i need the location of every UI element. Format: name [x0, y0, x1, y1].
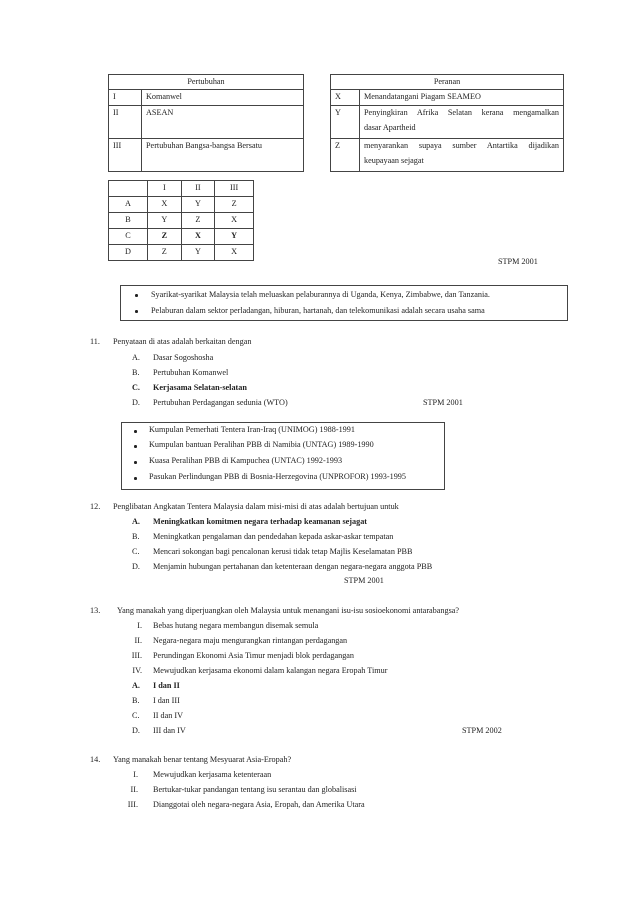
grid-cell: X [215, 213, 254, 229]
stpm-label: STPM 2001 [423, 398, 463, 407]
stimulus-box-1 [120, 285, 568, 321]
question-stem: Penglibatan Angkatan Tentera Malaysia dalam misi-misi di atas adalah bertujuan untuk [113, 502, 399, 511]
option-text: Mencari sokongan bagi pencalonan kerusi tidak tetap Majlis Keselamatan PBB [153, 547, 413, 556]
grid-row-label: B [109, 213, 148, 229]
stimulus-line: Kumpulan bantuan Peralihan PBB di Namibia (UNTAG) 1989-1990 [149, 440, 374, 449]
bullet-icon [134, 477, 137, 480]
stpm-label: STPM 2001 [344, 576, 384, 585]
option-letter: B. [132, 696, 140, 705]
option-letter-answer: A. [132, 681, 140, 690]
option-letter: C. [132, 711, 140, 720]
grid-cell: Y [181, 197, 215, 213]
statement-text: Bebas hutang negara membangun disemak semula [153, 621, 319, 630]
role-text-line: menyarankan supaya sumber Antartika dijadikan [364, 140, 559, 150]
option-text: III dan IV [153, 726, 186, 735]
option-letter: D. [132, 562, 140, 571]
role-text: Menandatangani Piagam SEAMEO [360, 89, 564, 105]
statement-numeral: III. [127, 800, 138, 809]
role-code: X [331, 89, 360, 105]
org-number: II [109, 105, 142, 138]
statement-text: Mewujudkan kerjasama ketenteraan [153, 770, 272, 779]
question-number: 14. [90, 755, 101, 764]
role-code: Z [331, 138, 360, 171]
grid-cell-answer: Y [215, 229, 254, 245]
grid-corner [109, 181, 148, 197]
stimulus-box-2 [121, 422, 445, 490]
role-code: Y [331, 105, 360, 138]
stimulus-line: Pelaburan dalam sektor perladangan, hiburan, hartanah, dan telekomunikasi adalah secara usaha sama [151, 306, 485, 315]
statement-text: Mewujudkan kerjasama ekonomi dalam kalangan negara Eropah Timur [153, 666, 388, 675]
bullet-icon [134, 445, 137, 448]
question-stem: Yang manakah yang diperjuangkan oleh Malaysia untuk menangani isu-isu sosioekonomi antarabangsa? [117, 606, 460, 615]
option-text-answer: Meningkatkan komitmen negara terhadap keamanan sejagat [153, 517, 368, 526]
stimulus-line: Pasukan Perlindungan PBB di Bosnia-Herzegovina (UNPROFOR) 1993-1995 [149, 472, 406, 481]
option-letter-answer: C. [132, 383, 140, 392]
option-letter: A. [132, 353, 140, 362]
option-text: I dan III [153, 696, 180, 705]
role-text-line: dasar Apartheid [364, 122, 416, 132]
org-name: Pertubuhan Bangsa-bangsa Bersatu [142, 138, 304, 171]
statement-numeral: II. [130, 785, 138, 794]
grid-col-header: II [181, 181, 215, 197]
role-text-line: Penyingkiran Afrika Selatan kerana mengamalkan [364, 107, 559, 117]
grid-row-label: D [109, 245, 148, 261]
grid-col-header: I [148, 181, 182, 197]
grid-row-label: C [109, 229, 148, 245]
statement-text: Negara-negara maju mengurangkan rintangan perdagangan [153, 636, 348, 645]
org-number: I [109, 89, 142, 105]
stimulus-line: Syarikat-syarikat Malaysia telah meluaskan pelaburannya di Uganda, Kenya, Zimbabwe, dan Tanzania. [151, 290, 490, 299]
grid-cell-answer: X [181, 229, 215, 245]
bullet-icon [135, 294, 138, 297]
role-table [330, 74, 564, 172]
option-text: II dan IV [153, 711, 184, 720]
option-letter-answer: A. [132, 517, 140, 526]
bullet-icon [135, 310, 138, 313]
role-text-line: keupayaan sejagat [364, 155, 424, 165]
statement-numeral: III. [131, 651, 142, 660]
stpm-label: STPM 2001 [498, 257, 538, 266]
grid-cell: X [215, 245, 254, 261]
org-name: Komanwel [142, 89, 304, 105]
option-text: Meningkatkan pengalaman dan pendedahan kepada askar-askar tempatan [153, 532, 394, 541]
answer-grid [108, 180, 254, 261]
option-text: Pertubuhan Komanwel [153, 368, 229, 377]
option-text: Menjamin hubungan pertahanan dan ketenteraan dengan negara-negara anggota PBB [153, 562, 433, 571]
grid-row-label: A [109, 197, 148, 213]
role-text [360, 138, 564, 171]
org-name: ASEAN [142, 105, 304, 138]
grid-cell: Z [148, 245, 182, 261]
grid-cell: Y [148, 213, 182, 229]
option-text-answer: Kerjasama Selatan-selatan [153, 383, 247, 392]
option-letter: C. [132, 547, 140, 556]
question-number: 12. [90, 502, 101, 511]
grid-cell: Z [215, 197, 254, 213]
statement-text: Perundingan Ekonomi Asia Timur menjadi blok perdagangan [153, 651, 355, 660]
grid-cell: Y [181, 245, 215, 261]
role-text [360, 105, 564, 138]
grid-cell: X [148, 197, 182, 213]
role-header: Peranan [331, 75, 564, 90]
option-text: Dasar Sogoshosha [153, 353, 214, 362]
question-number: 11. [90, 337, 100, 346]
option-text-answer: I dan II [153, 681, 180, 690]
organisation-header: Pertubuhan [109, 75, 304, 90]
grid-cell-answer: Z [148, 229, 182, 245]
statement-numeral: II. [134, 636, 142, 645]
question-stem: Yang manakah benar tentang Mesyuarat Asia-Eropah? [113, 755, 292, 764]
statement-numeral: I. [133, 770, 138, 779]
grid-cell: Z [181, 213, 215, 229]
organisation-table [108, 74, 304, 172]
statement-text: Bertukar-tukar pandangan tentang isu serantau dan globalisasi [153, 785, 357, 794]
option-letter: D. [132, 398, 140, 407]
statement-text: Dianggotai oleh negara-negara Asia, Eropah, dan Amerika Utara [153, 800, 365, 809]
statement-numeral: IV. [132, 666, 142, 675]
grid-col-header: III [215, 181, 254, 197]
option-letter: B. [132, 368, 140, 377]
statement-numeral: I. [137, 621, 142, 630]
org-number: III [109, 138, 142, 171]
bullet-icon [134, 430, 137, 433]
question-number: 13. [90, 606, 101, 615]
stpm-label: STPM 2002 [462, 726, 502, 735]
option-text: Pertubuhan Perdagangan sedunia (WTO) [153, 398, 288, 407]
stimulus-line: Kumpulan Pemerhati Tentera Iran-Iraq (UNIMOG) 1988-1991 [149, 425, 355, 434]
stimulus-line: Kuasa Peralihan PBB di Kampuchea (UNTAC) 1992-1993 [149, 456, 343, 465]
option-letter: B. [132, 532, 140, 541]
question-stem: Penyataan di atas adalah berkaitan dengan [113, 337, 252, 346]
option-letter: D. [132, 726, 140, 735]
bullet-icon [134, 461, 137, 464]
